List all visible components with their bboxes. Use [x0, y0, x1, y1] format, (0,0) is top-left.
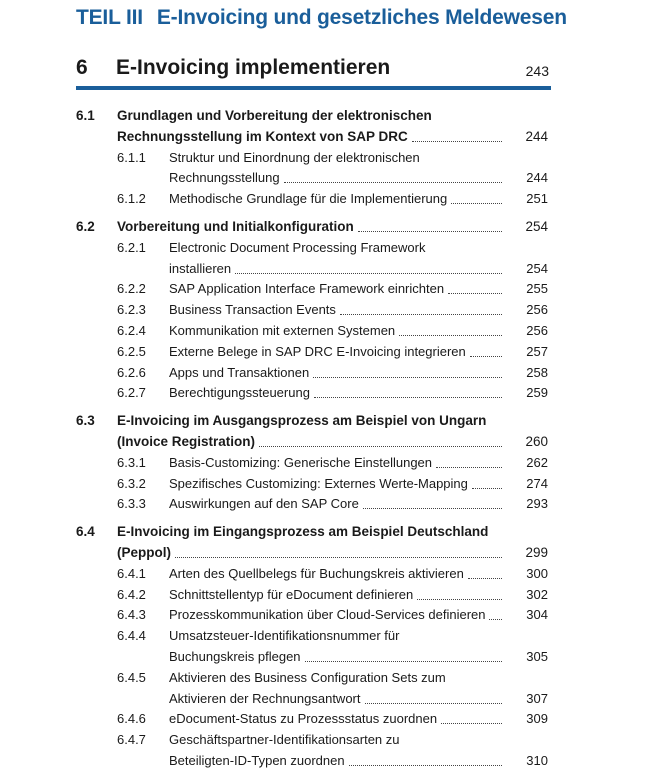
- dot-leader: [349, 765, 502, 766]
- toc-entry-number: 6.4.1: [117, 565, 146, 581]
- toc-section-line: [0, 411, 656, 431]
- toc-entry-number: 6.3: [76, 413, 95, 429]
- toc-entry-title-text: Vorbereitung und Initialkonfiguration: [117, 219, 354, 234]
- toc-entry-title-text: (Peppol): [117, 545, 171, 560]
- toc-entry-number: 6.3.3: [117, 496, 146, 512]
- chapter-page: 243: [525, 63, 549, 79]
- dot-leader: [489, 619, 502, 620]
- toc-section-line: [0, 127, 656, 147]
- toc-entry-page: 304: [526, 607, 548, 623]
- toc-entry-page: 244: [525, 128, 548, 144]
- toc-entry-title-text: Umsatzsteuer-Identifikationsnummer für: [169, 628, 400, 644]
- toc-entry-title: [169, 564, 508, 584]
- toc-subsection-line: [0, 474, 656, 494]
- toc-entry-number: 6.4: [76, 524, 95, 540]
- toc-entry-title: [117, 217, 508, 237]
- toc-entry-title-text: Methodische Grundlage für die Implementierung: [169, 191, 448, 207]
- toc-entry-title-text: installieren: [169, 260, 232, 276]
- chapter-title: E-Invoicing implementieren: [116, 56, 391, 79]
- toc-entry-title: [169, 342, 508, 362]
- toc-subsection-line: [0, 189, 656, 209]
- toc-entry-title: [169, 647, 508, 667]
- toc-entry-title-text: SAP Application Interface Framework einrichten: [169, 281, 445, 297]
- toc-entry-title-text: Kommunikation mit externen Systemen: [169, 323, 396, 338]
- toc-section-line: [0, 543, 656, 563]
- toc-entry-title-text: Apps und Transaktionen: [169, 364, 310, 380]
- toc-entry-title: [117, 106, 548, 126]
- toc-entry-title: [169, 189, 508, 209]
- toc-entry-title: [169, 709, 508, 729]
- dot-leader: [365, 703, 503, 704]
- toc-entry-number: 6.2.3: [117, 302, 146, 318]
- toc-subsection-line: [0, 668, 656, 688]
- toc-entry-title: [169, 605, 508, 625]
- toc-subsection-line: [0, 709, 656, 729]
- dot-leader: [399, 335, 502, 336]
- chapter-number: 6: [76, 56, 88, 79]
- part-title: E-Invoicing und gesetzliches Meldewesen: [156, 6, 567, 29]
- toc-entry-title-text: Rechnungsstellung: [169, 170, 280, 186]
- dot-leader: [363, 508, 502, 509]
- toc-entry-number: 6.2.1: [117, 239, 146, 255]
- toc-entry-number: 6.4.3: [117, 607, 146, 623]
- toc-entry-title: [169, 300, 508, 320]
- toc-subsection-line: [0, 238, 656, 258]
- dot-leader: [235, 273, 502, 274]
- toc-entry-title: [169, 279, 508, 299]
- toc-entry-number: 6.2.4: [117, 323, 146, 338]
- toc-entry-number: 6.2: [76, 219, 95, 234]
- toc-entry-number: 6.3.2: [117, 475, 146, 491]
- toc-entry-number: 6.4.6: [117, 711, 146, 727]
- toc-entry-title: [169, 585, 508, 605]
- toc-subsection-line: [0, 300, 656, 320]
- toc-entry-title-text: (Invoice Registration): [117, 434, 256, 449]
- toc-subsection-line: [0, 259, 656, 279]
- toc-subsection-line: [0, 321, 656, 341]
- toc-entry-title: [169, 148, 548, 168]
- toc-entry-page: 307: [526, 690, 548, 706]
- toc-entry-title: [169, 751, 508, 771]
- dot-leader: [468, 578, 502, 579]
- dot-leader: [259, 446, 502, 447]
- toc-entry-title: [169, 363, 508, 383]
- toc-section-line: [0, 217, 656, 237]
- toc-entry-title: [169, 453, 508, 473]
- dot-leader: [358, 231, 502, 232]
- toc-entry-number: 6.4.4: [117, 628, 146, 644]
- toc-entry-number: 6.4.5: [117, 669, 146, 685]
- toc-entry-title-text: Rechnungsstellung im Kontext von SAP DRC: [117, 128, 408, 144]
- toc-subsection-line: [0, 168, 656, 188]
- toc-entry-title: [169, 474, 508, 494]
- toc-entry-page: 255: [526, 281, 548, 297]
- toc-entry-page: 254: [525, 219, 548, 234]
- toc-subsection-line: [0, 751, 656, 771]
- toc-entry-page: 258: [526, 364, 548, 380]
- toc-subsection-line: [0, 564, 656, 584]
- toc-subsection-line: [0, 453, 656, 473]
- toc-entry-title: [117, 522, 548, 542]
- toc-entry-page: 305: [526, 649, 548, 664]
- toc-subsection-line: [0, 363, 656, 383]
- toc-entry-number: 6.2.2: [117, 281, 146, 297]
- toc-entry-title-text: Prozesskommunikation über Cloud-Services definieren: [169, 607, 486, 623]
- dot-leader: [313, 377, 502, 378]
- dot-leader: [417, 599, 502, 600]
- toc-entry-title: [169, 259, 508, 279]
- toc-entry-page: 260: [525, 434, 548, 449]
- toc-entry-title-text: Business Transaction Events: [169, 302, 336, 318]
- toc-entry-page: 302: [526, 586, 548, 602]
- toc-entry-title-text: Schnittstellentyp für eDocument definieren: [169, 586, 414, 602]
- toc-entry-page: 257: [526, 343, 548, 359]
- toc-section-line: [0, 432, 656, 452]
- toc-entry-page: 309: [526, 711, 548, 727]
- toc-entry-title: [117, 543, 508, 563]
- toc-entry-title-text: Berechtigungssteuerung: [169, 385, 310, 401]
- toc-subsection-line: [0, 730, 656, 750]
- toc-entry-title: [169, 668, 548, 688]
- toc-entry-title: [169, 238, 548, 258]
- toc-entry-number: 6.2.5: [117, 343, 146, 359]
- toc-subsection-line: [0, 148, 656, 168]
- toc-entry-title: [117, 411, 548, 431]
- toc-section-line: [0, 106, 656, 126]
- dot-leader: [340, 314, 502, 315]
- chapter-heading: [76, 56, 551, 90]
- toc-entry-page: 293: [526, 496, 548, 512]
- toc-entry-page: 299: [525, 545, 548, 560]
- toc-entry-number: 6.2.7: [117, 385, 146, 401]
- dot-leader: [284, 182, 502, 183]
- toc-entry-page: 251: [526, 191, 548, 207]
- toc-entry-title-text: Basis-Customizing: Generische Einstellungen: [169, 454, 433, 470]
- toc-entry-title-text: Arten des Quellbelegs für Buchungskreis aktivieren: [169, 565, 464, 581]
- toc-entry-title-text: Beteiligten-ID-Typen zuordnen: [169, 753, 345, 768]
- toc-entry-title: [117, 432, 508, 452]
- toc-entry-title-text: Electronic Document Processing Framework: [169, 239, 426, 255]
- toc-entry-title-text: Grundlagen und Vorbereitung der elektronischen: [117, 108, 432, 123]
- toc-subsection-line: [0, 279, 656, 299]
- toc-entry-number: 6.3.1: [117, 454, 146, 470]
- toc-entry-number: 6.2.6: [117, 364, 146, 380]
- toc-entry-page: 300: [526, 565, 548, 581]
- part-heading: [76, 6, 567, 30]
- toc-subsection-line: [0, 585, 656, 605]
- toc-entry-title: [169, 168, 508, 188]
- toc-entry-number: 6.1.2: [117, 191, 146, 207]
- toc-entry-title-text: E-Invoicing im Ausgangsprozess am Beispiel von Ungarn: [117, 413, 487, 429]
- dot-leader: [441, 723, 502, 724]
- toc-entry-number: 6.4.2: [117, 586, 146, 602]
- toc-entry-title-text: Aktivieren der Rechnungsantwort: [169, 690, 361, 706]
- dot-leader: [448, 293, 502, 294]
- dot-leader: [314, 397, 502, 398]
- toc-entry-title: [117, 127, 508, 147]
- toc-entry-page: 254: [526, 260, 548, 276]
- toc-entry-title: [169, 626, 548, 646]
- toc-entry-title: [169, 730, 548, 750]
- dot-leader: [175, 557, 502, 558]
- toc-entry-page: 274: [526, 475, 548, 491]
- toc-subsection-line: [0, 647, 656, 667]
- toc-entry-title: [169, 494, 508, 514]
- dot-leader: [470, 356, 502, 357]
- toc-entry-page: 256: [526, 302, 548, 318]
- toc-entry-page: 244: [526, 170, 548, 186]
- toc-entry-title-text: Geschäftspartner-Identifikationsarten zu: [169, 732, 400, 748]
- toc-entry-page: 259: [526, 385, 548, 401]
- part-number: TEIL III: [76, 6, 143, 29]
- dot-leader: [472, 488, 502, 489]
- toc-subsection-line: [0, 605, 656, 625]
- toc-subsection-line: [0, 383, 656, 403]
- toc-entry-title-text: Spezifisches Customizing: Externes Werte-Mapping: [169, 475, 468, 491]
- toc-entry-number: 6.1.1: [117, 149, 146, 165]
- dot-leader: [412, 141, 502, 142]
- toc-entry-title: [169, 689, 508, 709]
- toc-entry-title-text: E-Invoicing im Eingangsprozess am Beispiel Deutschland: [117, 524, 489, 540]
- toc-entry-title: [169, 383, 508, 403]
- toc-entry-page: 262: [526, 454, 548, 470]
- dot-leader: [451, 203, 502, 204]
- dot-leader: [436, 467, 502, 468]
- toc-entry-number: 6.4.7: [117, 732, 146, 748]
- toc-subsection-line: [0, 626, 656, 646]
- toc-entry-title-text: Buchungskreis pflegen: [169, 649, 301, 664]
- toc-entry-title: [169, 321, 508, 341]
- toc-entry-title-text: Aktivieren des Business Configuration Sets zum: [169, 669, 446, 685]
- toc-entry-page: 256: [526, 323, 548, 338]
- toc-entry-number: 6.1: [76, 108, 95, 123]
- toc-subsection-line: [0, 689, 656, 709]
- toc-entry-page: 310: [526, 753, 548, 768]
- toc-entry-title-text: Externe Belege in SAP DRC E-Invoicing integrieren: [169, 343, 466, 359]
- dot-leader: [305, 661, 502, 662]
- toc-section-line: [0, 522, 656, 542]
- toc-subsection-line: [0, 342, 656, 362]
- toc-entry-title-text: eDocument-Status zu Prozessstatus zuordnen: [169, 711, 438, 727]
- toc-entry-title-text: Auswirkungen auf den SAP Core: [169, 496, 359, 512]
- toc-subsection-line: [0, 494, 656, 514]
- toc-entry-title-text: Struktur und Einordnung der elektronischen: [169, 149, 420, 165]
